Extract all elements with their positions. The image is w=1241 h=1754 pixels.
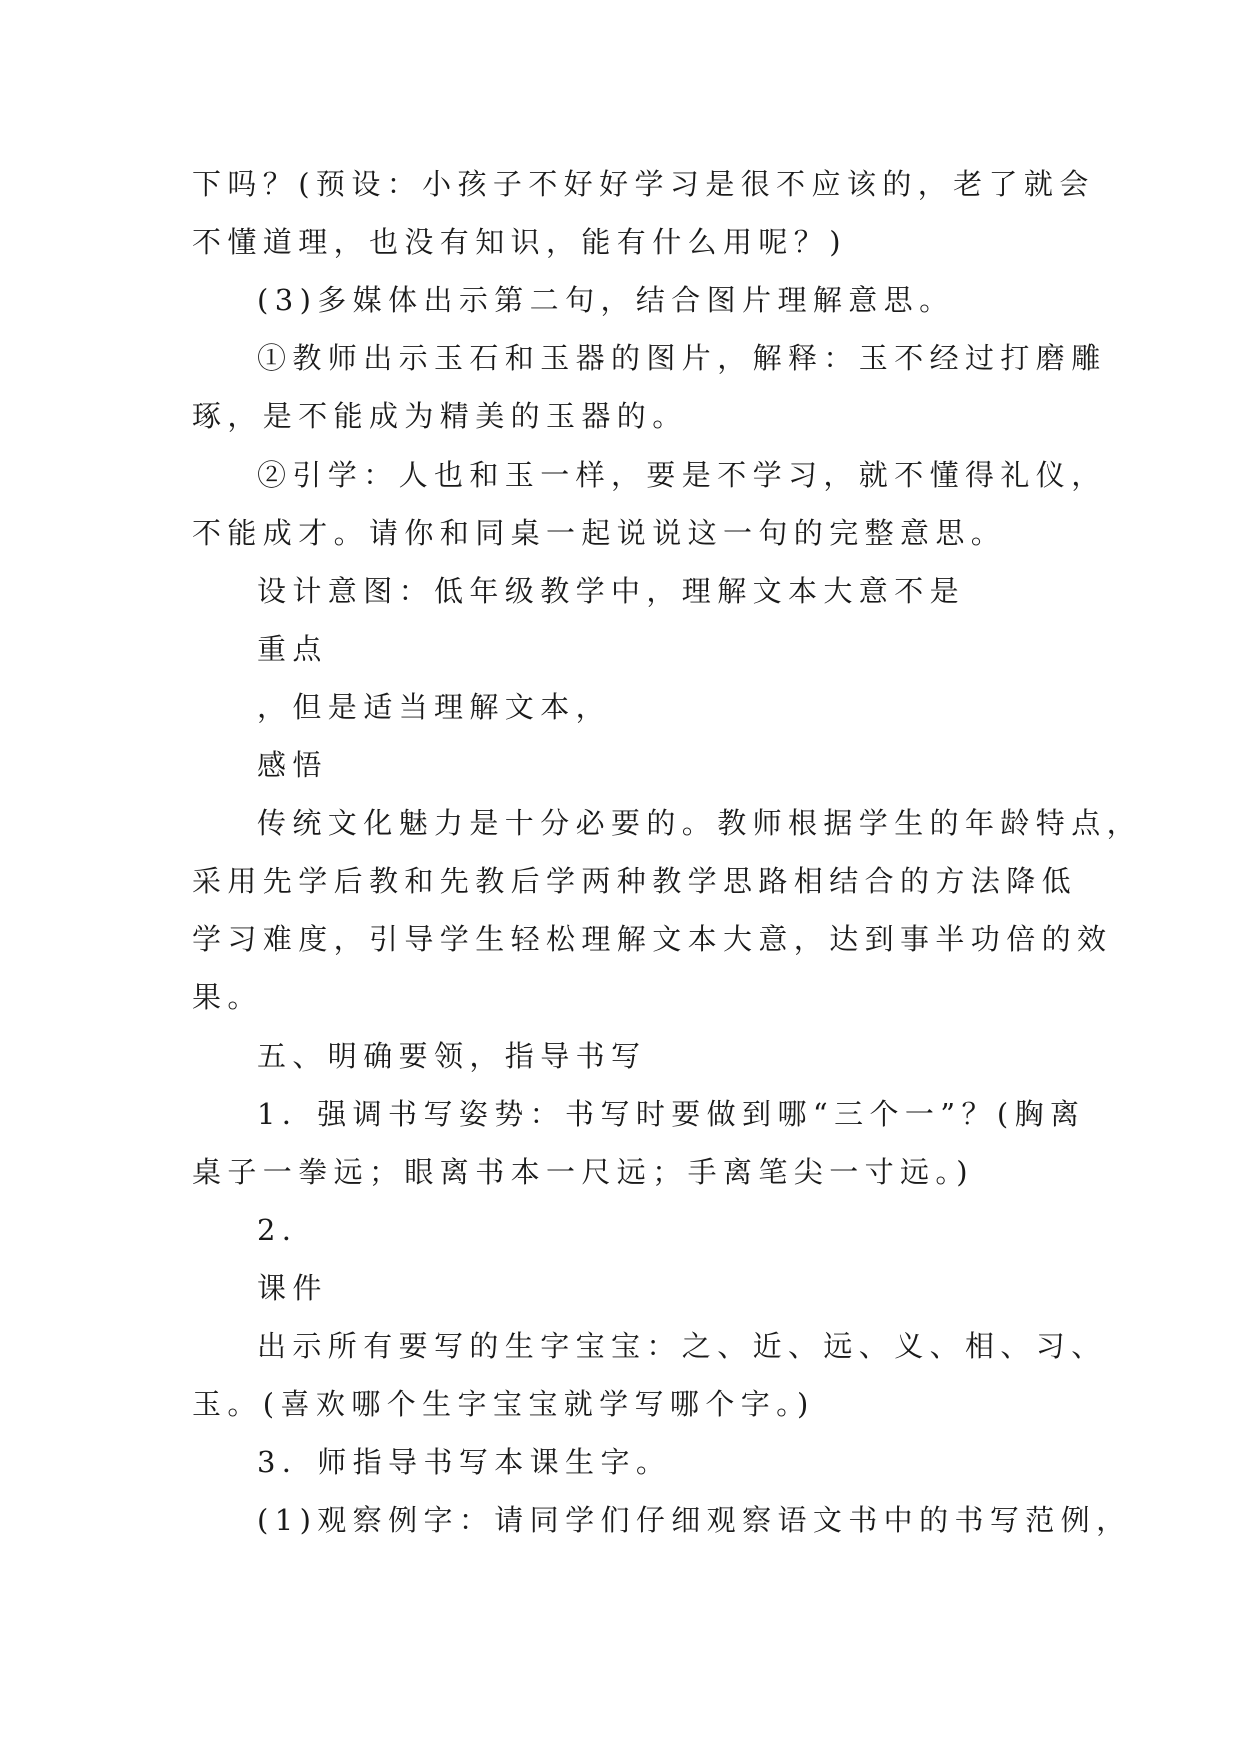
- text-line: 重点: [257, 632, 328, 666]
- text-line: 课件: [257, 1271, 328, 1305]
- section-heading: 五、明确要领，指导书写: [257, 1039, 647, 1073]
- text-line: 设计意图：低年级教学中，理解文本大意不是: [257, 574, 966, 608]
- text-line: ②引学：人也和玉一样，要是不学习，就不懂得礼仪，: [257, 458, 1107, 492]
- text-line: 下吗？(预设：小孩子不好好学习是很不应该的，老了就会: [192, 167, 1095, 201]
- text-line: 桌子一拳远；眼离书本一尺远；手离笔尖一寸远。): [192, 1155, 975, 1189]
- text-line: 出示所有要写的生字宝宝：之、近、远、义、相、习、: [257, 1329, 1107, 1363]
- text-line: 3．师指导书写本课生字。: [257, 1445, 672, 1479]
- text-line: ①教师出示玉石和玉器的图片，解释：玉不经过打磨雕: [257, 341, 1107, 375]
- text-line: 琢，是不能成为精美的玉器的。: [192, 399, 688, 433]
- text-line: 传统文化魅力是十分必要的。教师根据学生的年龄特点，: [257, 806, 1143, 840]
- text-line: 采用先学后教和先教后学两种教学思路相结合的方法降低: [192, 864, 1078, 898]
- text-line: (3)多媒体出示第二句，结合图片理解意思。: [257, 283, 955, 317]
- text-line: 不能成才。请你和同桌一起说说这一句的完整意思。: [192, 516, 1007, 550]
- text-line: (1)观察例字：请同学们仔细观察语文书中的书写范例，: [257, 1503, 1132, 1537]
- text-line: 不懂道理，也没有知识，能有什么用呢？): [192, 225, 847, 259]
- text-line: 果。: [192, 980, 263, 1014]
- text-line: 学习难度，引导学生轻松理解文本大意，达到事半功倍的效: [192, 922, 1113, 956]
- text-line: 1．强调书写姿势：书写时要做到哪“三个一”？(胸离: [257, 1097, 1086, 1131]
- text-line: 2．: [257, 1213, 318, 1247]
- text-line: 感悟: [257, 748, 328, 782]
- text-line: 玉。(喜欢哪个生字宝宝就学写哪个字。): [192, 1387, 815, 1421]
- text-line: ，但是适当理解文本，: [257, 690, 612, 724]
